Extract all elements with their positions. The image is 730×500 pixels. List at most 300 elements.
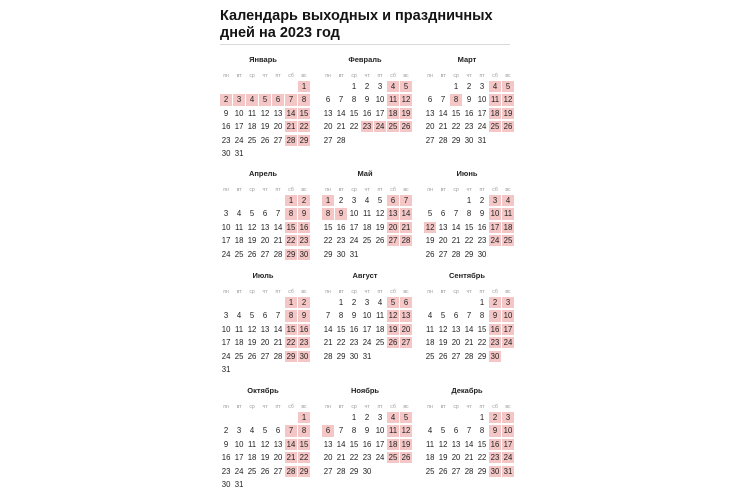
day-cell: 23 (349, 338, 359, 348)
day-cell: 11 (363, 209, 372, 219)
day-cell: 17 (375, 108, 385, 118)
day-cell-off: 9 (489, 425, 501, 436)
day-cell: 8 (479, 426, 485, 436)
day-cell: 28 (336, 135, 346, 145)
day-cell-off: 26 (401, 453, 411, 463)
day-cell: 6 (427, 95, 433, 105)
month-name: Май (357, 169, 373, 178)
empty-cell (233, 412, 245, 423)
day-cell-off: 21 (401, 222, 411, 232)
day-cell: 7 (275, 311, 281, 321)
day-cell: 7 (338, 426, 344, 436)
day-cell-off: 27 (401, 338, 411, 348)
weekday-label: ср (453, 73, 459, 79)
empty-cell (450, 412, 462, 423)
day-cell-off: 15 (286, 222, 296, 232)
day-cell: 26 (375, 236, 385, 246)
month-april (220, 168, 309, 262)
day-cell-off: 14 (286, 439, 296, 449)
month-name: Март (457, 55, 477, 64)
weekday-label: чт (364, 404, 370, 410)
day-cell-off: 30 (299, 351, 309, 361)
day-cell: 22 (336, 338, 346, 348)
day-cell: 17 (234, 122, 244, 132)
page-title: Календарь выходных и праздничных дней на 2023 год (220, 8, 493, 41)
day-cell: 10 (349, 209, 359, 219)
month-name: Август (352, 271, 378, 280)
day-cell: 9 (351, 311, 357, 321)
day-cell: 1 (351, 413, 357, 422)
month-grid (322, 287, 411, 364)
day-cell: 24 (234, 135, 244, 145)
day-cell: 3 (236, 426, 242, 436)
day-cell: 2 (364, 82, 370, 91)
day-cell: 18 (234, 236, 244, 246)
day-cell: 13 (273, 439, 283, 449)
empty-cell (463, 297, 475, 308)
day-cell: 29 (464, 249, 474, 259)
day-cell: 5 (249, 311, 255, 321)
day-cell: 20 (323, 122, 333, 132)
day-cell-off: 14 (286, 108, 296, 118)
weekday-label: пн (223, 73, 229, 79)
empty-cell (233, 81, 245, 92)
day-cell: 4 (427, 311, 433, 321)
day-cell-off: 31 (503, 466, 513, 476)
day-cell-off: 1 (285, 195, 297, 206)
day-cell: 3 (364, 298, 370, 307)
day-cell: 22 (477, 338, 487, 348)
empty-cell (233, 195, 245, 206)
weekday-label: пн (427, 73, 433, 79)
empty-cell (272, 297, 284, 308)
day-cell: 29 (477, 351, 487, 361)
empty-cell (335, 81, 347, 92)
day-cell: 13 (425, 108, 435, 118)
day-cell: 11 (426, 324, 435, 334)
month-july (220, 270, 309, 377)
weekday-label: вс (505, 404, 511, 410)
month-name: Февраль (348, 55, 382, 64)
weekday-label: чт (262, 404, 268, 410)
day-cell-off: 30 (490, 466, 500, 476)
empty-cell (450, 195, 462, 206)
weekday-label: пт (377, 187, 383, 193)
day-cell: 23 (362, 453, 372, 463)
day-cell: 31 (221, 364, 231, 374)
day-cell: 24 (221, 249, 231, 259)
day-cell-off: 14 (401, 209, 411, 219)
day-cell-off: 4 (502, 195, 514, 206)
month-february (322, 54, 411, 148)
day-cell: 10 (362, 311, 372, 321)
day-cell: 30 (349, 351, 359, 361)
day-cell-off: 11 (502, 208, 514, 219)
month-grid (220, 185, 309, 262)
day-cell-off: 9 (335, 208, 347, 219)
day-cell-off: 5 (400, 81, 412, 92)
day-cell: 18 (425, 338, 435, 348)
day-cell: 11 (248, 108, 257, 118)
day-cell: 11 (235, 222, 244, 232)
day-cell: 13 (323, 439, 333, 449)
day-cell: 19 (425, 236, 435, 246)
weekday-label: пт (479, 73, 485, 79)
month-december (424, 385, 513, 479)
day-cell-off: 2 (220, 94, 232, 105)
day-cell: 13 (323, 108, 333, 118)
day-cell-off: 23 (362, 122, 372, 132)
weekday-label: ср (351, 404, 357, 410)
day-cell: 2 (479, 196, 485, 205)
day-cell: 19 (375, 222, 385, 232)
day-cell: 13 (273, 108, 283, 118)
month-grid (424, 71, 513, 148)
day-cell-off: 23 (490, 453, 500, 463)
day-cell-off: 16 (490, 324, 500, 334)
weekday-label: пт (479, 404, 485, 410)
month-may (322, 168, 411, 262)
weekday-label: пн (427, 289, 433, 295)
weekday-label: вт (338, 289, 344, 295)
day-cell: 4 (236, 311, 242, 321)
day-cell: 16 (221, 122, 231, 132)
day-cell-off: 16 (299, 324, 309, 334)
day-cell: 15 (451, 108, 461, 118)
day-cell: 30 (221, 148, 231, 158)
day-cell: 12 (247, 324, 257, 334)
day-cell-off: 29 (286, 249, 296, 259)
weekday-label: пн (223, 289, 229, 295)
weekday-label: пн (325, 289, 331, 295)
day-cell: 24 (221, 351, 231, 361)
day-cell-off: 5 (259, 94, 271, 105)
empty-cell (272, 195, 284, 206)
day-cell: 31 (362, 351, 372, 361)
day-cell: 15 (323, 222, 333, 232)
day-cell-off: 4 (246, 94, 258, 105)
day-cell: 29 (451, 135, 461, 145)
empty-cell (322, 81, 334, 92)
day-cell-off: 23 (299, 236, 309, 246)
day-cell: 4 (364, 196, 370, 205)
month-march (424, 54, 513, 148)
day-cell: 22 (451, 122, 461, 132)
day-cell: 14 (451, 222, 461, 232)
weekday-label: сб (390, 289, 396, 295)
weekday-label: чт (262, 289, 268, 295)
day-cell: 8 (479, 311, 485, 321)
day-cell: 1 (479, 298, 485, 307)
day-cell: 11 (375, 311, 385, 321)
day-cell-off: 18 (503, 222, 513, 232)
weekday-label: чт (364, 187, 370, 193)
weekday-label: ср (351, 73, 357, 79)
day-cell: 10 (221, 222, 231, 232)
day-cell-off: 25 (490, 122, 500, 132)
empty-cell (424, 297, 436, 308)
day-cell: 6 (453, 426, 459, 436)
day-cell-off: 3 (489, 195, 501, 206)
weekday-label: сб (288, 404, 294, 410)
day-cell-off: 17 (503, 439, 513, 449)
day-cell-off: 9 (489, 310, 501, 321)
day-cell: 25 (362, 236, 372, 246)
month-name: Июль (252, 271, 274, 280)
day-cell: 24 (477, 122, 487, 132)
weekday-label: пт (377, 73, 383, 79)
day-cell: 12 (247, 222, 257, 232)
day-cell: 27 (323, 135, 333, 145)
weekday-label: сб (390, 404, 396, 410)
day-cell: 10 (234, 439, 244, 449)
weekday-label: пт (377, 404, 383, 410)
day-cell: 29 (349, 466, 359, 476)
month-grid (322, 402, 411, 479)
day-cell: 6 (275, 426, 281, 436)
day-cell-off: 20 (401, 324, 411, 334)
weekday-label: чт (262, 73, 268, 79)
day-cell: 27 (438, 249, 448, 259)
day-cell-off: 5 (502, 81, 514, 92)
weekday-label: вс (505, 187, 511, 193)
day-cell: 13 (451, 324, 461, 334)
day-cell: 8 (351, 95, 357, 105)
day-cell: 21 (336, 453, 346, 463)
weekday-label: сб (492, 187, 498, 193)
weekday-label: ср (351, 187, 357, 193)
day-cell: 7 (440, 95, 446, 105)
day-cell: 26 (438, 351, 448, 361)
day-cell: 22 (323, 236, 333, 246)
weekday-label: ср (453, 289, 459, 295)
day-cell-off: 23 (490, 338, 500, 348)
day-cell: 17 (349, 222, 359, 232)
day-cell: 5 (249, 209, 255, 219)
weekday-label: ср (249, 404, 255, 410)
weekday-label: вс (403, 289, 409, 295)
day-cell: 7 (275, 209, 281, 219)
day-cell-off: 25 (388, 453, 398, 463)
day-cell-off: 24 (503, 338, 513, 348)
empty-cell (220, 195, 232, 206)
day-cell: 17 (221, 236, 231, 246)
weekday-label: вт (440, 289, 446, 295)
day-cell: 26 (260, 135, 270, 145)
month-august (322, 270, 411, 364)
day-cell: 28 (438, 135, 448, 145)
weekday-label: ср (453, 187, 459, 193)
day-cell: 25 (247, 135, 257, 145)
day-cell: 27 (323, 466, 333, 476)
day-cell: 15 (477, 324, 487, 334)
day-cell: 5 (440, 426, 446, 436)
day-cell-off: 20 (388, 222, 398, 232)
day-cell-off: 1 (298, 81, 310, 92)
day-cell: 20 (273, 453, 283, 463)
weekday-label: вт (338, 73, 344, 79)
empty-cell (259, 412, 271, 423)
day-cell: 1 (338, 298, 344, 307)
day-cell: 26 (247, 351, 257, 361)
day-cell-off: 25 (503, 236, 513, 246)
day-cell-off: 15 (299, 108, 309, 118)
empty-cell (437, 195, 449, 206)
day-cell: 13 (451, 439, 461, 449)
weekday-label: вт (236, 187, 242, 193)
day-cell: 7 (453, 209, 459, 219)
day-cell: 18 (234, 338, 244, 348)
day-cell: 23 (221, 135, 231, 145)
weekday-label: вт (236, 289, 242, 295)
day-cell: 27 (260, 351, 270, 361)
month-november (322, 385, 411, 479)
day-cell: 14 (438, 108, 448, 118)
day-cell-off: 23 (299, 338, 309, 348)
day-cell: 17 (221, 338, 231, 348)
day-cell: 1 (453, 82, 459, 91)
day-cell: 18 (425, 453, 435, 463)
weekday-label: пт (479, 187, 485, 193)
day-cell: 15 (336, 324, 346, 334)
weekday-label: чт (466, 404, 472, 410)
weekday-label: пт (275, 73, 281, 79)
day-cell: 11 (248, 439, 257, 449)
empty-cell (233, 297, 245, 308)
day-cell: 2 (351, 298, 357, 307)
empty-cell (322, 412, 334, 423)
day-cell: 26 (247, 249, 257, 259)
day-cell-off: 2 (298, 195, 310, 206)
day-cell: 6 (325, 95, 331, 105)
day-cell: 22 (477, 453, 487, 463)
weekday-label: сб (492, 289, 498, 295)
month-grid (424, 402, 513, 479)
day-cell: 25 (234, 351, 244, 361)
day-cell: 26 (260, 466, 270, 476)
empty-cell (424, 195, 436, 206)
day-cell: 9 (364, 95, 370, 105)
day-cell: 15 (477, 439, 487, 449)
day-cell: 18 (362, 222, 372, 232)
day-cell: 27 (451, 351, 461, 361)
month-grid (424, 287, 513, 364)
empty-cell (322, 297, 334, 308)
empty-cell (246, 195, 258, 206)
day-cell: 29 (336, 351, 346, 361)
day-cell: 25 (425, 351, 435, 361)
day-cell: 18 (247, 453, 257, 463)
day-cell-off: 2 (489, 297, 501, 308)
day-cell: 3 (223, 311, 229, 321)
day-cell: 2 (466, 82, 472, 91)
day-cell: 15 (464, 222, 474, 232)
day-cell: 20 (451, 338, 461, 348)
day-cell-off: 6 (400, 297, 412, 308)
weekday-label: пн (325, 187, 331, 193)
day-cell-off: 11 (387, 425, 399, 436)
weekday-label: чт (466, 289, 472, 295)
day-cell: 21 (336, 122, 346, 132)
title-divider (220, 44, 510, 45)
weekday-label: вс (301, 289, 307, 295)
day-cell: 14 (464, 439, 474, 449)
day-cell-off: 8 (322, 208, 334, 219)
day-cell: 25 (247, 466, 257, 476)
day-cell: 13 (438, 222, 448, 232)
day-cell: 11 (426, 439, 435, 449)
day-cell: 4 (377, 298, 383, 307)
day-cell-off: 21 (286, 453, 296, 463)
empty-cell (246, 412, 258, 423)
day-cell: 17 (234, 453, 244, 463)
day-cell-off: 4 (387, 81, 399, 92)
day-cell-off: 13 (401, 311, 411, 321)
empty-cell (272, 412, 284, 423)
month-september (424, 270, 513, 364)
day-cell: 23 (336, 236, 346, 246)
day-cell: 21 (273, 236, 283, 246)
day-cell-off: 8 (298, 94, 310, 105)
day-cell: 26 (425, 249, 435, 259)
weekday-label: сб (492, 404, 498, 410)
day-cell-off: 26 (388, 338, 398, 348)
day-cell-off: 9 (298, 310, 310, 321)
weekday-label: вт (440, 73, 446, 79)
weekday-label: сб (288, 187, 294, 193)
day-cell: 30 (362, 466, 372, 476)
day-cell: 8 (466, 209, 472, 219)
day-cell: 10 (221, 324, 231, 334)
weekday-label: ср (453, 404, 459, 410)
day-cell-off: 13 (388, 209, 398, 219)
day-cell: 16 (362, 439, 372, 449)
empty-cell (259, 297, 271, 308)
weekday-label: пн (325, 73, 331, 79)
day-cell: 9 (466, 95, 472, 105)
weekday-label: пн (223, 404, 229, 410)
weekday-label: вс (505, 289, 511, 295)
weekday-label: сб (288, 289, 294, 295)
day-cell-off: 28 (286, 135, 296, 145)
day-cell: 15 (349, 108, 359, 118)
month-grid (322, 71, 411, 148)
day-cell-off: 3 (233, 94, 245, 105)
month-name: Июнь (456, 169, 478, 178)
day-cell: 3 (223, 209, 229, 219)
empty-cell (335, 412, 347, 423)
month-name: Январь (249, 55, 277, 64)
day-cell: 10 (234, 108, 244, 118)
day-cell-off: 28 (401, 236, 411, 246)
empty-cell (285, 412, 297, 423)
day-cell: 3 (377, 413, 383, 422)
day-cell: 28 (273, 249, 283, 259)
weekday-label: ср (249, 187, 255, 193)
empty-cell (437, 412, 449, 423)
month-name: Октябрь (247, 386, 279, 395)
day-cell: 24 (234, 466, 244, 476)
weekday-label: ср (249, 289, 255, 295)
month-name: Сентябрь (449, 271, 485, 280)
day-cell-off: 7 (285, 425, 297, 436)
day-cell: 21 (464, 338, 474, 348)
day-cell: 19 (260, 453, 270, 463)
day-cell: 19 (438, 453, 448, 463)
day-cell: 10 (477, 95, 487, 105)
weekday-label: вс (301, 187, 307, 193)
day-cell-off: 1 (285, 297, 297, 308)
